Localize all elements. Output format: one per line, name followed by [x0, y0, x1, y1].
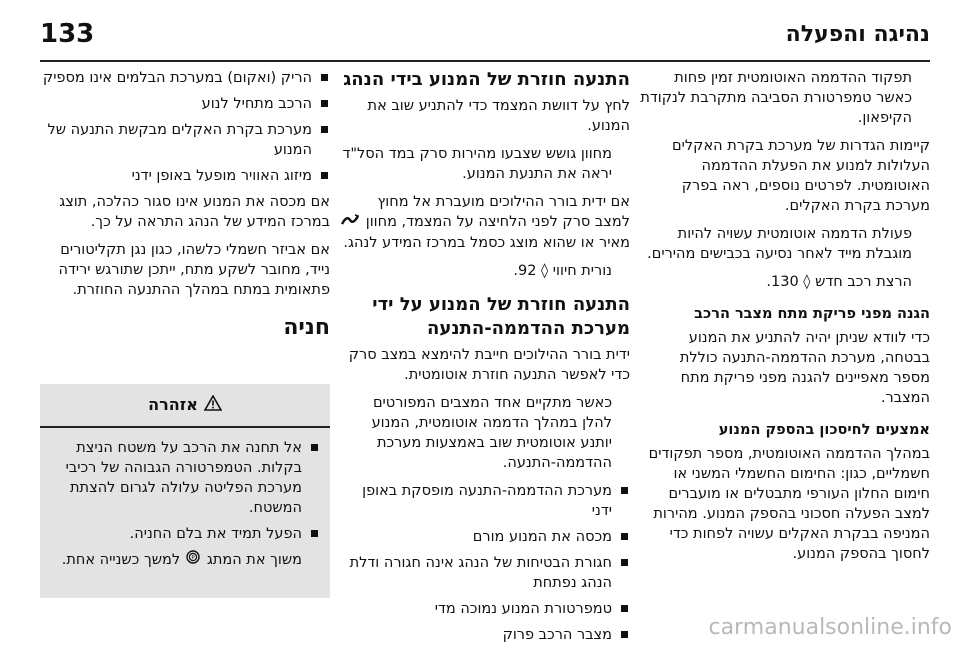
condition-list	[340, 481, 630, 645]
page-number: 133	[40, 19, 95, 49]
list-item: מצבר הרכב פרוק	[340, 625, 630, 645]
paragraph: מחוון גושש שצבעו מהירות סרק במד הסל"ד יראה את התנעת המנוע.	[342, 146, 612, 182]
list-item: מערכת בקרת האקלים מבקשת התנעה של המנוע	[40, 120, 330, 160]
auto-stop-indicator-icon	[339, 215, 361, 230]
header-divider	[40, 60, 930, 62]
paragraph: אם אביזר חשמלי כלשהו, כגון נגן תקליטורים נייד, מחובר לשקע מתח, ייתכן שתורגש ירידה פתאומית במתח במהלך ההתנעה החוזרת.	[58, 242, 330, 298]
paragraph: לחץ על דוושת המצמד כדי להתניע שוב את המנוע.	[367, 98, 630, 134]
section-heading: התנעה חוזרת של המנוע בידי הנהג	[343, 69, 630, 90]
list-item: מיזוג האוויר מופעל באופן ידני	[40, 166, 330, 186]
paragraph-text: מאיר או שהוא מוצג כסמל במרכז המידע לנהג.	[343, 235, 630, 251]
paragraph-text: אם ידית בורר ההילוכים מועברת אל מחוץ למצב סרק לפני הלחיצה על המצמד, מחוון	[365, 194, 630, 230]
list-item: אל תחנה את הרכב על משטח הניצת בקלות. הטמפרטורה הגבוהה של רכיבי מערכת הפליטה עלולה לגרום להצתת המשטח.	[50, 438, 320, 518]
list-item: מערכת ההדממה-התנעה מופסקת באופן ידני	[340, 481, 630, 521]
warning-title	[40, 384, 330, 428]
parking-brake-icon	[180, 553, 202, 568]
subheading: אמצעים לחיסכון בהספק המנוע	[718, 422, 930, 438]
page-header	[40, 14, 930, 54]
column-left	[40, 68, 330, 350]
list-item: הרכב מתחיל לנוע	[40, 94, 330, 114]
paragraph: פעולת הדממה אוטומטית עשויה להיות מוגבלת מייד לאחר נסיעה בכבישים מהירים.	[647, 226, 912, 262]
column-right	[640, 68, 930, 572]
paragraph: כאשר מתקיים אחד המצבים המפורטים להלן במהלך הדממה אוטומטית, המנוע יותנע אוטומטית שוב באמצעות מערכת ההדממה-התנעה.	[371, 395, 612, 471]
list-item: מכסה את המנוע מורם	[340, 527, 630, 547]
paragraph-text: משוך את המתג	[206, 552, 302, 568]
list-item: טמפרטורת המנוע נמוכה מדי	[340, 599, 630, 619]
chapter-title: נהיגה והפעלה	[785, 21, 930, 47]
section-heading: התנעה חוזרת של המנוע על ידי מערכת ההדממה-התנעה	[372, 294, 630, 339]
paragraph-text: למשך כשנייה אחת.	[61, 552, 181, 568]
warning-box	[40, 384, 330, 598]
paragraph: אם מכסה את המנוע אינו סגור כהלכה, תוצג במרכז המידע של הנהג התראה על כך.	[59, 194, 330, 230]
warning-body	[40, 428, 330, 571]
warning-label: אזהרה	[148, 395, 198, 414]
column-middle	[340, 68, 630, 651]
paragraph: תפקוד ההדממה האוטומטית זמין פחות כאשר טמפרטורת הסביבה מתקרבת לנקודת הקיפאון.	[640, 70, 912, 126]
paragraph: קיימות הגדרות של מערכת בקרת האקלים העלולות למנוע את הפעלת ההדממה האוטומטית. לפרטים נוספים, ראה בפרק מערכת בקרת האקלים.	[672, 138, 930, 214]
cross-reference: הרצת רכב חדש ◊ 130.	[766, 274, 912, 290]
condition-list	[40, 68, 330, 186]
paragraph: במהלך ההדממה האוטומטית, מספר תפקודים חשמליים, כגון: החימום החשמלי המשני או חימום החלון העורפי מתבטלים או מועברים למצב הפעלה חסכוני בהספק המנוע. מהירות המניפה בבקרת האקלים עשויה לפחות כדי לחסוך בהספק המנוע.	[648, 446, 930, 562]
subheading: הגנה מפני פריקת מתח מצבר הרכב	[694, 306, 930, 322]
warning-icon	[204, 395, 222, 416]
svg-text:P: P	[191, 555, 195, 562]
list-item: הפעל תמיד את בלם החניה.	[50, 524, 320, 544]
warning-list	[50, 438, 320, 544]
paragraph: ידית בורר ההילוכים חייבת להימצא במצב סרק כדי לאפשר התנעה חוזרת אוטומטית.	[348, 347, 630, 383]
watermark: carmanualsonline.info	[708, 615, 952, 640]
cross-reference: נורית חיווי ◊ 92.	[513, 263, 612, 279]
paragraph: כדי לוודא שניתן יהיה להתניע את המנוע בבטחה, מערכת ההדממה-התנעה כוללת מספר מאפיינים להגנה מפני פריקת מתח המצבר.	[679, 330, 930, 406]
list-item: הריק (ואקום) במערכת הבלמים אינו מספיק	[40, 68, 330, 88]
paragraph	[340, 192, 630, 253]
paragraph	[50, 550, 320, 571]
list-item: חגורת הבטיחות של הנהג אינה חגורה ודלת הנהג נפתחת	[340, 553, 630, 593]
section-heading: חניה	[283, 315, 330, 340]
